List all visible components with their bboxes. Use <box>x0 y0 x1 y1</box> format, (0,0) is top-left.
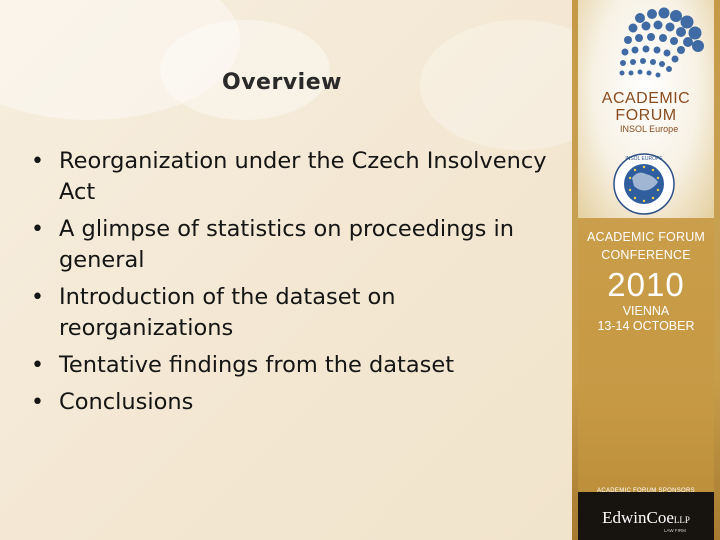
bullet-item <box>28 146 558 208</box>
sponsor-name: EdwinCoe <box>602 508 674 527</box>
academic-forum-logo-text <box>578 90 714 124</box>
slide-title: Overview <box>222 70 342 95</box>
bullet-text: A glimpse of statistics on proceedings in general <box>59 216 515 273</box>
bullet-text: Tentative findings from the dataset <box>59 352 455 378</box>
bullet-dot: • <box>31 390 44 415</box>
bullet-dot: • <box>31 353 44 378</box>
bullet-list <box>28 146 558 424</box>
logo-panel <box>578 0 714 218</box>
conference-dates: 13-14 OCTOBER <box>597 319 695 333</box>
dot-cluster-logo-icon <box>578 0 714 95</box>
bullet-dot: • <box>31 217 44 242</box>
bullet-dot: • <box>31 149 44 174</box>
bullet-dot: • <box>31 285 44 310</box>
bullet-text: Reorganization under the Czech Insolvency Act <box>59 148 547 205</box>
conference-sidebar <box>572 0 720 540</box>
conference-subtitle: CONFERENCE <box>601 248 691 262</box>
bullet-item <box>28 350 558 381</box>
logo-subtitle: INSOL Europe <box>620 124 679 134</box>
insol-europe-seal-icon <box>578 148 714 218</box>
bullet-text: Conclusions <box>59 389 194 415</box>
conference-year: 2010 <box>607 266 685 303</box>
conference-city: VIENNA <box>622 304 670 318</box>
sidebar-panel <box>578 0 714 540</box>
bullet-item <box>28 214 558 276</box>
bullet-item <box>28 282 558 344</box>
seal-text: INSOL EUROPE <box>625 156 663 162</box>
bullet-text: Introduction of the dataset on reorganizations <box>59 284 396 341</box>
conference-title: ACADEMIC FORUM <box>586 230 706 244</box>
logo-title-line: ACADEMIC <box>601 90 691 107</box>
sponsors-label: ACADEMIC FORUM SPONSORS <box>597 488 695 494</box>
logo-title-line: FORUM <box>615 107 677 124</box>
sponsor-logo <box>578 508 714 528</box>
sponsor-suffix: LLP <box>673 515 690 525</box>
sponsor-sub: LAW FIRM <box>664 528 686 533</box>
bullet-item <box>28 387 558 418</box>
